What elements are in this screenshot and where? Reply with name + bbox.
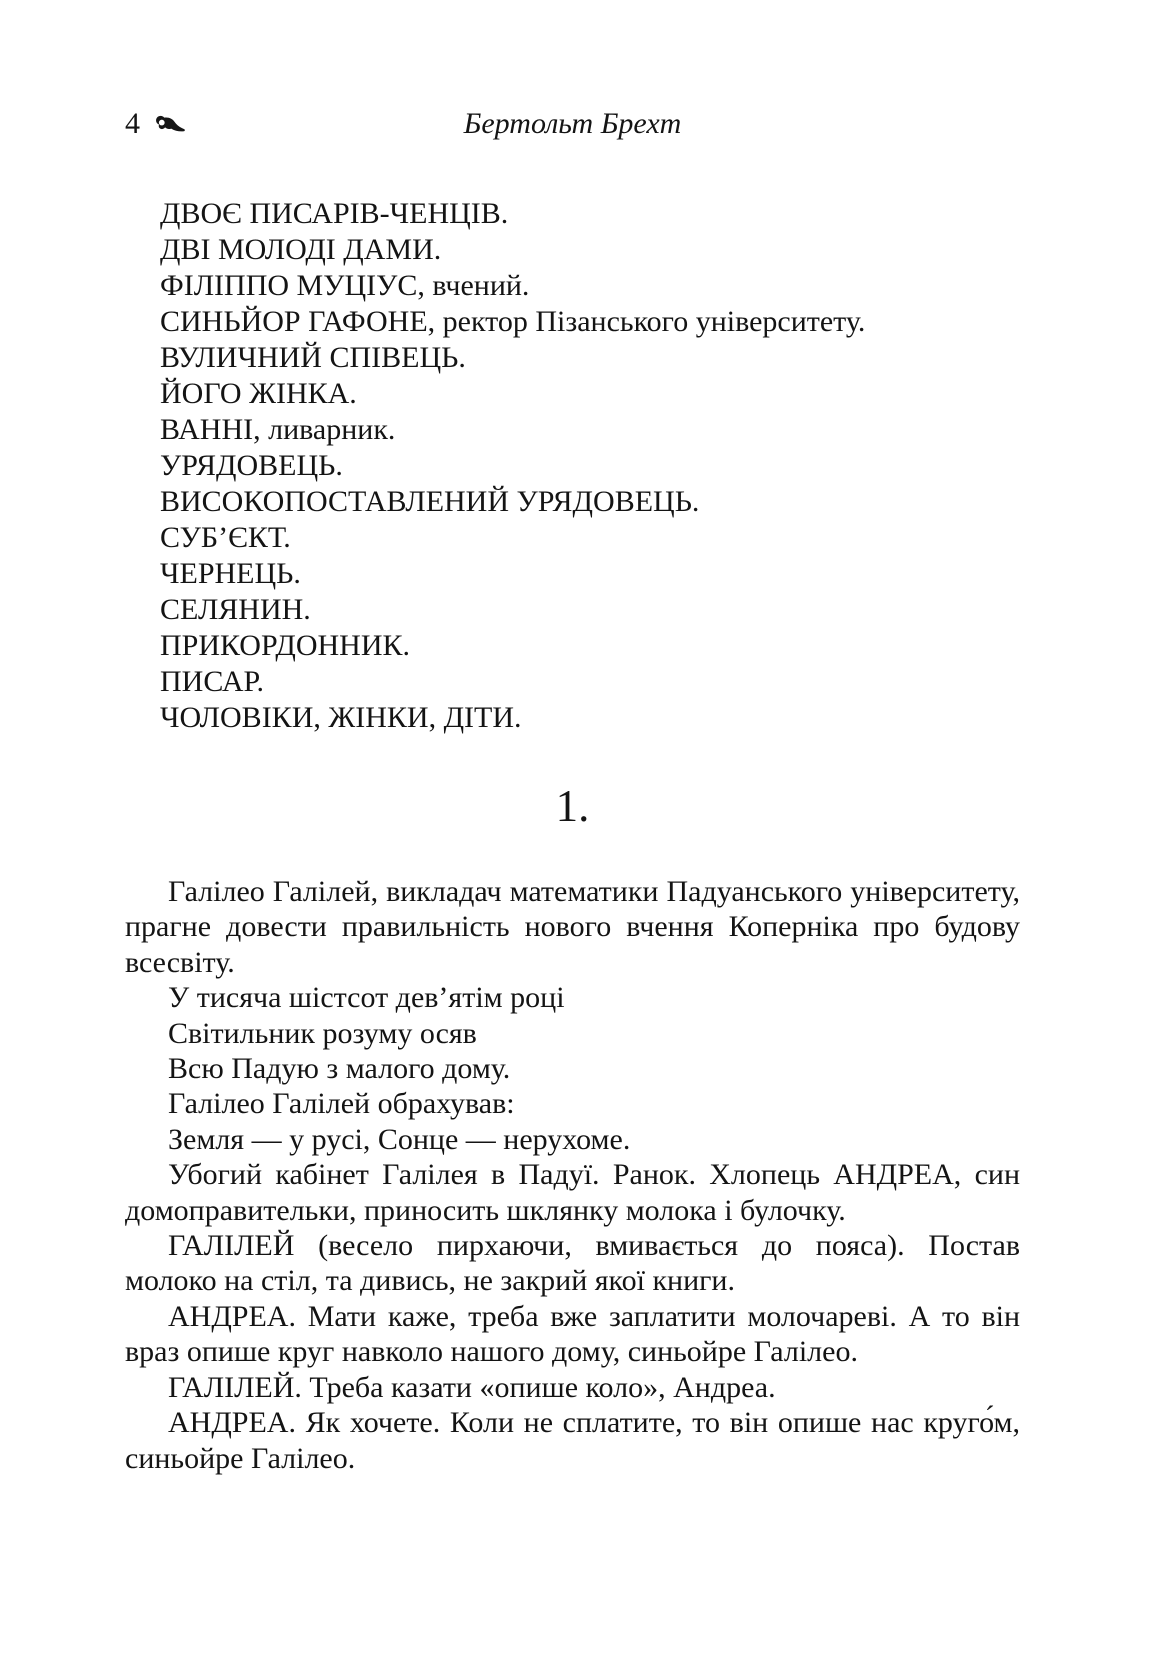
scene-paragraph: Світильник розуму осяв: [168, 1016, 477, 1050]
cast-list-item: ВАННІ, ливарник.: [160, 413, 396, 446]
cast-list-item: СЕЛЯНИН.: [160, 593, 311, 626]
page-number: 4: [125, 107, 140, 140]
scene-paragraph: АНДРЕА. Мати каже, треба вже заплатити молочареві. А то він враз опише круг навколо нашого дому, синьойре Галілео.: [125, 1299, 1020, 1369]
page-header: [125, 106, 1020, 142]
cast-list-item: ЧОЛОВІКИ, ЖІНКИ, ДІТИ.: [160, 701, 522, 734]
cast-list-item: ФІЛІППО МУЦІУС, вчений.: [160, 269, 530, 302]
scene-paragraph: АНДРЕА. Як хочете. Коли не сплатите, то він опише нас круго́м, синьойре Галілео.: [125, 1406, 1020, 1475]
cast-list-item: СИНЬЙОР ГАФОНЕ, ректор Пізанського університету.: [160, 305, 866, 338]
cast-list-item: ВИСОКОПОСТАВЛЕНИЙ УРЯДОВЕЦЬ.: [160, 485, 700, 518]
scene-paragraph: Убогий кабінет Галілея в Падуї. Ранок. Хлопець АНДРЕА, син домоправительки, приносить шклянку молока і булочку.: [125, 1158, 1020, 1227]
scene-paragraph: Всю Падую з малого дому.: [168, 1052, 511, 1086]
fleuron-icon: [153, 113, 187, 135]
running-head-author: Бертольт Брехт: [463, 107, 682, 140]
cast-list-item: ПИСАР.: [160, 665, 264, 698]
cast-list-item: ЧЕРНЕЦЬ.: [160, 557, 301, 590]
scene-number-heading: 1.: [555, 781, 590, 831]
cast-list-item: ДВІ МОЛОДІ ДАМИ.: [160, 233, 442, 266]
scene-paragraph: ГАЛІЛЕЙ (весело пирхаючи, вмивається до пояса). Постав молоко на стіл, та дивись, не закрий якої книги.: [125, 1229, 1020, 1298]
cast-list-item: ДВОЄ ПИСАРІВ-ЧЕНЦІВ.: [160, 197, 509, 230]
scene-paragraph: Галілео Галілей, викладач математики Падуанського університету, прагне довести правильність нового вчення Коперніка про будову всесвіту.: [125, 875, 1020, 979]
cast-list-item: ЙОГО ЖІНКА.: [160, 377, 357, 410]
cast-list: [125, 196, 1020, 736]
scene-text: [125, 874, 1020, 1476]
scene-paragraph: Галілео Галілей обрахував:: [168, 1087, 515, 1121]
cast-list-item: ПРИКОРДОННИК.: [160, 629, 411, 662]
scene-paragraph: ГАЛІЛЕЙ. Треба казати «опише коло», Андреа.: [168, 1370, 776, 1404]
cast-list-item: УРЯДОВЕЦЬ.: [160, 449, 343, 482]
cast-list-item: ВУЛИЧНИЙ СПІВЕЦЬ.: [160, 341, 466, 374]
cast-list-item: СУБ’ЄКТ.: [160, 521, 291, 554]
page-header-left: [125, 106, 187, 142]
scene-paragraph: Земля — у русі, Сонце — нерухоме.: [168, 1122, 631, 1156]
scene-paragraph: У тисяча шістсот дев’ятім році: [168, 981, 565, 1015]
